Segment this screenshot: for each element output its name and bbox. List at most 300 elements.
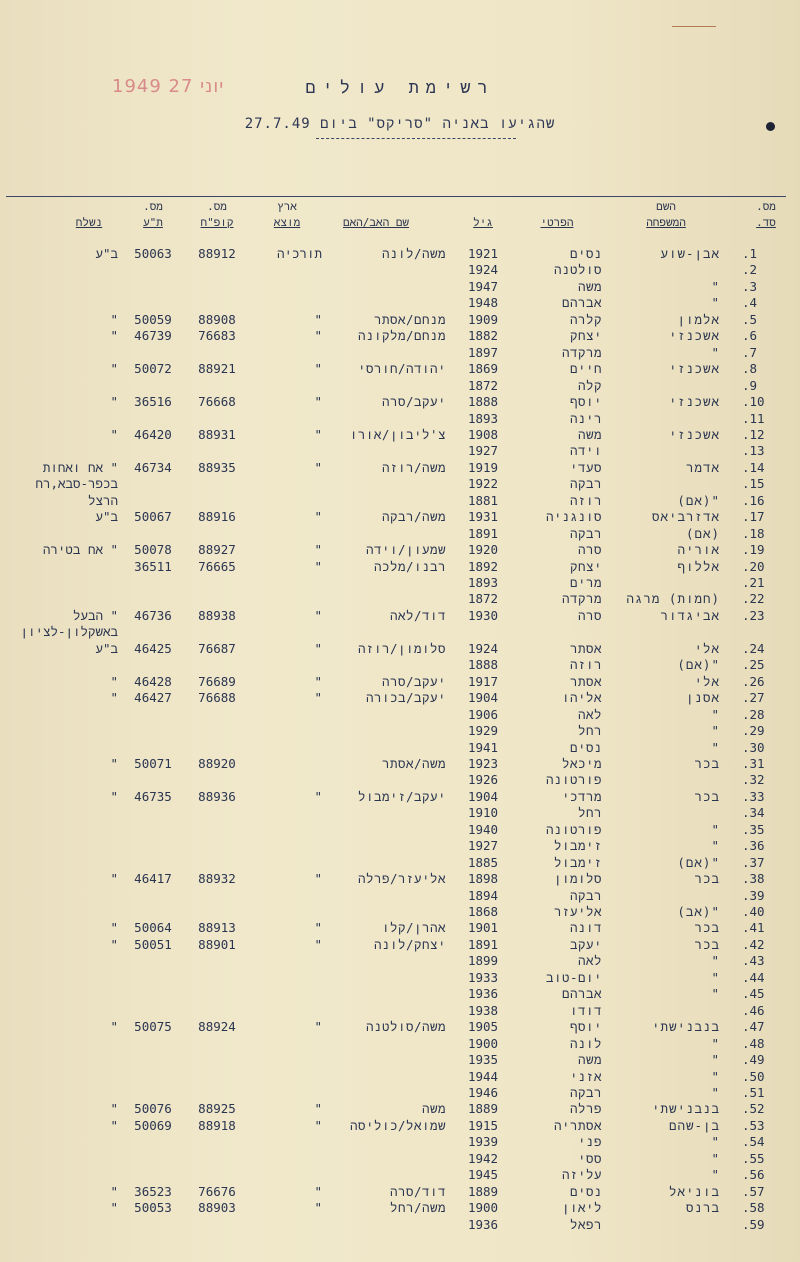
page-title: רשימת עולים xyxy=(305,78,495,98)
cell-first: פרלה xyxy=(569,1101,602,1117)
cell-no: .59 xyxy=(742,1216,765,1232)
cell-koph: 88927 xyxy=(198,542,236,558)
cell-ts: 36516 xyxy=(134,394,172,410)
cell-family: אללוף xyxy=(677,558,720,574)
cell-first: רחל xyxy=(577,805,602,821)
cell-no: .39 xyxy=(742,887,765,903)
cell-first: פורטונה xyxy=(545,772,602,788)
cell-dest: " xyxy=(110,788,118,804)
table-row xyxy=(0,509,800,525)
cell-first: רוזה xyxy=(569,492,602,508)
cell-no: .55 xyxy=(742,1150,765,1166)
table-row xyxy=(0,460,800,476)
header-koph: מס. קופ"ח xyxy=(200,200,234,229)
table-row xyxy=(0,542,800,558)
cell-family: " xyxy=(711,821,720,837)
cell-year: 1900 xyxy=(467,1200,499,1216)
cell-country: " xyxy=(314,328,322,344)
page-subtitle: שהגיעו באניה "סריקס" ביום 27.7.49 xyxy=(244,116,556,132)
cell-koph: 88916 xyxy=(198,509,236,525)
cell-parents: משה/רבקה xyxy=(381,509,446,525)
cell-first: יצחק xyxy=(569,328,602,344)
table-row xyxy=(0,1200,800,1216)
cell-first: דונה xyxy=(569,920,602,936)
cell-family: " xyxy=(711,1035,720,1051)
cell-koph: 76683 xyxy=(198,328,236,344)
cell-no: .36 xyxy=(742,838,765,854)
table-row xyxy=(0,970,800,986)
cell-first: וידה xyxy=(569,443,602,459)
table-row xyxy=(0,624,800,640)
table-row xyxy=(0,1069,800,1085)
cell-family: " xyxy=(711,295,720,311)
date-stamp: 1949 יוני 27 xyxy=(112,76,225,97)
cell-parents: יעקב/בכורה xyxy=(365,690,446,706)
cell-year: 1893 xyxy=(467,575,499,590)
cell-no: .5 xyxy=(742,311,758,327)
cell-first: נסים xyxy=(569,246,602,261)
cell-dest: " xyxy=(110,1117,118,1133)
cell-ts: 46734 xyxy=(134,459,172,475)
cell-year: 1872 xyxy=(467,377,499,393)
cell-country: " xyxy=(314,1117,322,1133)
cell-country: " xyxy=(314,1019,322,1035)
cell-no: .45 xyxy=(742,986,765,1002)
table-row xyxy=(0,394,800,410)
cell-year: 1947 xyxy=(467,278,499,294)
cell-first: אברהם xyxy=(561,295,602,311)
cell-dest: " אח ואחות xyxy=(42,459,118,475)
cell-dest: " xyxy=(110,871,118,887)
cell-first: פורטונה xyxy=(545,821,602,837)
cell-first: חיים xyxy=(569,361,602,377)
cell-country: " xyxy=(314,936,322,952)
cell-no: .57 xyxy=(742,1183,765,1199)
cell-koph: 76665 xyxy=(198,558,236,574)
cell-first: מרקדה xyxy=(561,591,602,607)
cell-year: 1910 xyxy=(467,805,499,821)
cell-year: 1924 xyxy=(467,262,499,278)
cell-first: סרה xyxy=(577,607,602,623)
cell-no: .58 xyxy=(742,1200,765,1216)
cell-country: " xyxy=(314,311,322,327)
cell-year: 1891 xyxy=(467,936,499,952)
cell-no: .46 xyxy=(742,1002,765,1018)
cell-no: .19 xyxy=(742,542,765,558)
cell-no: .47 xyxy=(742,1019,765,1035)
cell-no: .12 xyxy=(742,426,765,442)
cell-year: 1941 xyxy=(467,739,499,755)
table-row xyxy=(0,575,800,591)
cell-no: .4 xyxy=(742,295,758,311)
cell-year: 1945 xyxy=(467,1167,499,1183)
cell-country: " xyxy=(314,459,322,475)
punch-hole-mark xyxy=(766,122,775,131)
cell-family: אשכנזי xyxy=(668,394,720,410)
cell-koph: 88921 xyxy=(198,361,236,377)
cell-no: .10 xyxy=(742,394,765,410)
cell-dest: " xyxy=(110,673,118,689)
cell-first: זימבול xyxy=(553,854,602,870)
cell-year: 1892 xyxy=(467,558,499,574)
cell-dest: " xyxy=(110,755,118,771)
cell-first: מרים xyxy=(569,575,602,590)
cell-dest: ב"ע xyxy=(95,509,118,525)
cell-parents: צ'ליבון/אורו xyxy=(349,426,446,442)
cell-country: " xyxy=(314,542,322,558)
cell-family: בנבנישתי xyxy=(651,1101,720,1117)
cell-no: .21 xyxy=(742,575,765,590)
cell-ts: 46736 xyxy=(134,607,172,623)
cell-first: סעדי xyxy=(569,459,602,475)
cell-family: " xyxy=(711,986,720,1002)
cell-first: משה xyxy=(577,278,602,294)
cell-family: " xyxy=(711,1068,720,1084)
cell-no: .18 xyxy=(742,525,765,541)
cell-no: .32 xyxy=(742,772,765,788)
cell-country: " xyxy=(314,394,322,410)
cell-dest: ב"ע xyxy=(95,640,118,656)
table-row xyxy=(0,822,800,838)
cell-first: יעקב xyxy=(569,936,602,952)
cell-year: 1909 xyxy=(467,311,499,327)
header-top-rule xyxy=(6,196,786,197)
cell-year: 1930 xyxy=(467,607,499,623)
cell-family: " xyxy=(711,953,720,969)
cell-family: אלי xyxy=(694,673,720,689)
cell-no: .56 xyxy=(742,1167,765,1183)
cell-no: .7 xyxy=(742,344,758,360)
cell-year: 1904 xyxy=(467,788,499,804)
cell-country: " xyxy=(314,426,322,442)
cell-family: (חמות) מרגה xyxy=(626,591,720,607)
table-row xyxy=(0,1052,800,1068)
cell-first: קלה xyxy=(577,377,602,393)
cell-no: .26 xyxy=(742,673,765,689)
cell-first: סולטנה xyxy=(553,262,602,278)
cell-parents: משה/אסתר xyxy=(381,755,446,771)
cell-year: 1944 xyxy=(467,1068,499,1084)
table-row xyxy=(0,1003,800,1019)
cell-first: רבקה xyxy=(569,476,602,492)
cell-parents: מנחם/אסתר xyxy=(373,311,446,327)
table-row xyxy=(0,1019,800,1035)
cell-first: אזני xyxy=(569,1068,602,1084)
table-row xyxy=(0,772,800,788)
cell-year: 1936 xyxy=(467,1216,499,1232)
cell-year: 1904 xyxy=(467,690,499,706)
cell-year: 1872 xyxy=(467,591,499,607)
cell-family: " xyxy=(711,1167,720,1183)
cell-country: " xyxy=(314,361,322,377)
cell-country: " xyxy=(314,640,322,656)
cell-dest: " xyxy=(110,1183,118,1199)
cell-year: 1927 xyxy=(467,838,499,854)
cell-family: אדזרביאס xyxy=(651,509,720,525)
cell-family: " xyxy=(711,1150,720,1166)
table-row xyxy=(0,920,800,936)
table-row xyxy=(0,1036,800,1052)
cell-family: " xyxy=(711,1052,720,1068)
cell-dest: באשקלון-לציון xyxy=(20,624,118,640)
cell-year: 1869 xyxy=(467,361,499,377)
cell-parents: יהודה/חורסי xyxy=(357,361,446,377)
cell-no: .40 xyxy=(742,904,765,919)
cell-no: .1 xyxy=(742,246,758,261)
table-row xyxy=(0,789,800,805)
cell-family: בנבנישתי xyxy=(651,1019,720,1035)
cell-dest: בכפר-סבא,רח xyxy=(35,476,118,492)
cell-year: 1905 xyxy=(467,1019,499,1035)
cell-first: יצחק xyxy=(569,558,602,574)
table-row xyxy=(0,1118,800,1134)
cell-first: רבקה xyxy=(569,525,602,541)
table-row xyxy=(0,986,800,1002)
cell-no: .43 xyxy=(742,953,765,969)
cell-no: .30 xyxy=(742,739,765,755)
cell-ts: 50071 xyxy=(134,755,172,771)
cell-no: .14 xyxy=(742,459,765,475)
cell-country: " xyxy=(314,788,322,804)
cell-country: " xyxy=(314,1200,322,1216)
cell-koph: 88931 xyxy=(198,426,236,442)
cell-first: יוסף xyxy=(569,394,602,410)
cell-family: (אם) xyxy=(685,525,720,541)
cell-no: .22 xyxy=(742,591,765,607)
cell-koph: 88932 xyxy=(198,871,236,887)
cell-no: .49 xyxy=(742,1052,765,1068)
cell-family: בוניאל xyxy=(668,1183,720,1199)
cell-year: 1939 xyxy=(467,1134,499,1150)
table-row xyxy=(0,888,800,904)
cell-family: בכר xyxy=(694,920,720,936)
cell-first: רינה xyxy=(569,410,602,426)
cell-no: .50 xyxy=(742,1068,765,1084)
cell-koph: 88920 xyxy=(198,755,236,771)
cell-parents: משה/לונה xyxy=(381,246,446,261)
cell-koph: 88938 xyxy=(198,607,236,623)
cell-country: " xyxy=(314,690,322,706)
table-row xyxy=(0,707,800,723)
table-row xyxy=(0,345,800,361)
cell-no: .24 xyxy=(742,640,765,656)
cell-family: אלי xyxy=(694,640,720,656)
table-row xyxy=(0,838,800,854)
cell-no: .9 xyxy=(742,377,758,393)
cell-first: רחל xyxy=(577,723,602,739)
cell-ts: 46739 xyxy=(134,328,172,344)
table-row xyxy=(0,1134,800,1150)
cell-koph: 88935 xyxy=(198,459,236,475)
cell-year: 1922 xyxy=(467,476,499,492)
cell-family: אשכנזי xyxy=(668,426,720,442)
cell-year: 1917 xyxy=(467,673,499,689)
cell-country: " xyxy=(314,607,322,623)
cell-parents: אליעזר/פרלה xyxy=(357,871,446,887)
cell-parents: משה/סולטנה xyxy=(365,1019,446,1035)
cell-first: לונה xyxy=(569,1035,602,1051)
cell-ts: 50063 xyxy=(134,246,172,261)
cell-year: 1923 xyxy=(467,755,499,771)
cell-year: 1897 xyxy=(467,344,499,360)
cell-no: .41 xyxy=(742,920,765,936)
table-row xyxy=(0,937,800,953)
table-row xyxy=(0,690,800,706)
table-row xyxy=(0,1217,800,1233)
cell-year: 1946 xyxy=(467,1084,499,1100)
cell-first: מיכאל xyxy=(561,755,602,771)
cell-year: 1936 xyxy=(467,986,499,1002)
cell-dest: " xyxy=(110,920,118,936)
table-row xyxy=(0,953,800,969)
cell-year: 1898 xyxy=(467,871,499,887)
cell-no: .28 xyxy=(742,706,765,722)
cell-no: .29 xyxy=(742,723,765,739)
cell-year: 1915 xyxy=(467,1117,499,1133)
cell-first: נסים xyxy=(569,1183,602,1199)
cell-year: 1891 xyxy=(467,525,499,541)
cell-ts: 50051 xyxy=(134,936,172,952)
cell-no: .6 xyxy=(742,328,758,344)
table-row xyxy=(0,641,800,657)
table-row xyxy=(0,740,800,756)
header-dest: נשלח xyxy=(75,216,103,229)
cell-no: .51 xyxy=(742,1084,765,1100)
cell-ts: 46425 xyxy=(134,640,172,656)
cell-year: 1920 xyxy=(467,542,499,558)
table-row xyxy=(0,279,800,295)
cell-first: ססי xyxy=(577,1150,602,1166)
cell-country: " xyxy=(314,558,322,574)
table-row xyxy=(0,411,800,427)
cell-year: 1888 xyxy=(467,657,499,673)
cell-dest: " xyxy=(110,394,118,410)
cell-no: .11 xyxy=(742,410,765,426)
cell-ts: 46417 xyxy=(134,871,172,887)
cell-first: יוסף xyxy=(569,1019,602,1035)
header-family: השם המשפחה xyxy=(646,200,686,229)
cell-dest: ב"ע xyxy=(95,246,118,261)
cell-ts: 50072 xyxy=(134,361,172,377)
cell-no: .20 xyxy=(742,558,765,574)
table-row xyxy=(0,657,800,673)
cell-year: 1889 xyxy=(467,1183,499,1199)
cell-ts: 50064 xyxy=(134,920,172,936)
cell-no: .38 xyxy=(742,871,765,887)
header-parents: שם האב/האם xyxy=(342,216,410,229)
cell-dest: הרצל xyxy=(87,492,118,508)
cell-family: " xyxy=(711,278,720,294)
cell-no: .25 xyxy=(742,657,765,673)
cell-country: " xyxy=(314,673,322,689)
table-row xyxy=(0,1184,800,1200)
table-row xyxy=(0,312,800,328)
cell-koph: 88901 xyxy=(198,936,236,952)
table-row xyxy=(0,246,800,262)
table-row xyxy=(0,378,800,394)
cell-ts: 50078 xyxy=(134,542,172,558)
cell-ts: 50075 xyxy=(134,1019,172,1035)
table-row xyxy=(0,1085,800,1101)
cell-parents: דוד/לאה xyxy=(389,607,446,623)
cell-no: .16 xyxy=(742,492,765,508)
table-row xyxy=(0,1167,800,1183)
cell-family: אביגדור xyxy=(660,607,720,623)
table-row xyxy=(0,559,800,575)
cell-year: 1882 xyxy=(467,328,499,344)
cell-family: " xyxy=(711,969,720,985)
cell-first: רוזה xyxy=(569,657,602,673)
table-row xyxy=(0,1151,800,1167)
cell-year: 1908 xyxy=(467,426,499,442)
cell-family: בכר xyxy=(694,936,720,952)
table-row xyxy=(0,427,800,443)
cell-first: זימבול xyxy=(553,838,602,854)
table-row xyxy=(0,1101,800,1117)
cell-family: "(אב) xyxy=(677,904,720,919)
cell-parents: סלומון/רוזה xyxy=(357,640,446,656)
cell-first: פני xyxy=(577,1134,602,1150)
cell-koph: 88936 xyxy=(198,788,236,804)
cell-country: " xyxy=(314,1183,322,1199)
cell-year: 1901 xyxy=(467,920,499,936)
cell-koph: 76676 xyxy=(198,1183,236,1199)
cell-dest: " xyxy=(110,1200,118,1216)
table-row xyxy=(0,476,800,492)
cell-family: " xyxy=(711,706,720,722)
cell-no: .23 xyxy=(742,607,765,623)
cell-family: " xyxy=(711,1134,720,1150)
cell-dest: " xyxy=(110,690,118,706)
cell-country: " xyxy=(314,509,322,525)
cell-no: .44 xyxy=(742,969,765,985)
cell-koph: 88912 xyxy=(198,246,236,261)
cell-family: "(אם) xyxy=(677,854,720,870)
cell-family: אשכנזי xyxy=(668,328,720,344)
table-row xyxy=(0,295,800,311)
table-row xyxy=(0,756,800,772)
cell-no: .15 xyxy=(742,476,765,492)
table-row xyxy=(0,723,800,739)
cell-no: .17 xyxy=(742,509,765,525)
cell-family: ברנס xyxy=(685,1200,720,1216)
cell-parents: יעקב/סרה xyxy=(381,673,446,689)
cell-family: בן-שהם xyxy=(668,1117,720,1133)
cell-parents: משה/רחל xyxy=(389,1200,446,1216)
cell-no: .34 xyxy=(742,805,765,821)
cell-year: 1942 xyxy=(467,1150,499,1166)
cell-ts: 46420 xyxy=(134,426,172,442)
cell-country: " xyxy=(314,920,322,936)
cell-family: בכר xyxy=(694,871,720,887)
header-ts: מס. ת"ע xyxy=(143,200,163,229)
cell-year: 1885 xyxy=(467,854,499,870)
cell-no: .52 xyxy=(742,1101,765,1117)
cell-ts: 50076 xyxy=(134,1101,172,1117)
table-row xyxy=(0,328,800,344)
cell-year: 1927 xyxy=(467,443,499,459)
cell-first: אליהו xyxy=(561,690,602,706)
cell-koph: 88925 xyxy=(198,1101,236,1117)
cell-first: אסתר xyxy=(569,673,602,689)
cell-parents: שמעון/וידה xyxy=(365,542,446,558)
cell-year: 1921 xyxy=(467,246,499,261)
table-row xyxy=(0,493,800,509)
cell-first: אסתר xyxy=(569,640,602,656)
cell-parents: מנחם/מלקונה xyxy=(357,328,446,344)
table-row xyxy=(0,805,800,821)
cell-no: .35 xyxy=(742,821,765,837)
